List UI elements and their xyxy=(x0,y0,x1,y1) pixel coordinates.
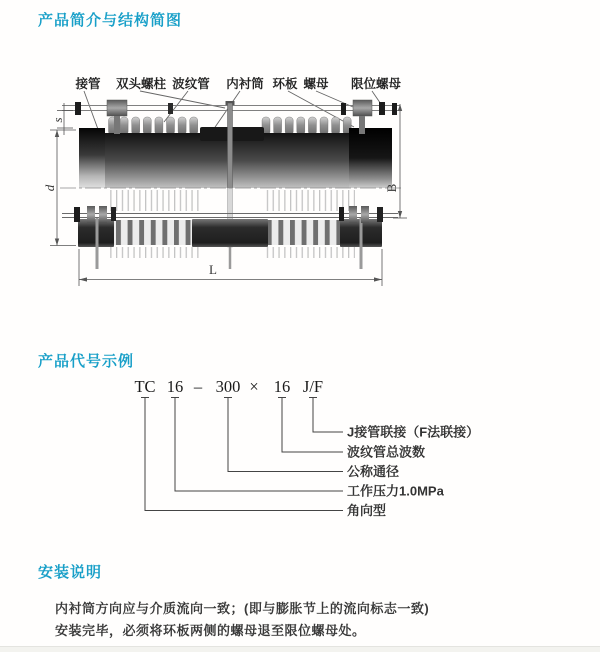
part-label-neichentong: 内衬筒 xyxy=(226,77,264,91)
part-label-huanban: 环板 xyxy=(272,77,298,91)
section-title-intro: 产品简介与结构简图 xyxy=(38,12,183,29)
code-seg-waves: 16 xyxy=(273,377,291,396)
section-title-code: 产品代号示例 xyxy=(38,353,135,370)
arrow-d-top xyxy=(55,130,59,137)
arrow-L-right xyxy=(374,277,382,281)
product-code-diagram xyxy=(0,372,600,522)
part-label-xianweiluomu: 限位螺母 xyxy=(350,77,402,91)
code-ticks xyxy=(141,398,317,405)
upper-body xyxy=(79,127,392,188)
code-annotation-pressure: 工作压力1.0MPa xyxy=(347,483,444,499)
dimension-B xyxy=(393,104,407,218)
part-labels xyxy=(74,76,401,91)
install-line-1: 内衬筒方向应与介质流向一致；(即与膨胀节上的流向标志一致) xyxy=(55,601,430,616)
code-seg-connection: J/F xyxy=(302,377,324,396)
part-label-bowenguan: 波纹管 xyxy=(172,77,210,91)
arrow-L-left xyxy=(79,277,87,281)
code-annotations xyxy=(347,425,479,519)
arrow-d-bottom xyxy=(55,239,59,246)
dim-label-L: L xyxy=(209,262,217,277)
code-annotation-waves: 波纹管总波数 xyxy=(347,444,426,460)
code-annotation-connection: J接管联接（F法联接） xyxy=(347,424,480,440)
part-label-luomu: 螺母 xyxy=(303,77,329,91)
code-seg-pressure: 16 xyxy=(166,377,184,396)
page-bottom-edge xyxy=(0,646,600,652)
part-label-shuangtouluozhu: 双头螺柱 xyxy=(115,77,167,91)
dim-label-s: s xyxy=(50,117,65,123)
code-connectors xyxy=(145,404,343,511)
section-title-install: 安装说明 xyxy=(38,564,103,581)
code-annotation-type: 角向型 xyxy=(347,503,387,518)
code-seg-times: × xyxy=(249,377,259,396)
dim-label-B: B xyxy=(384,183,399,193)
part-label-jieguan: 接管 xyxy=(75,77,101,91)
code-seg-diameter: 300 xyxy=(215,377,241,396)
code-seg-dash: – xyxy=(193,377,203,396)
install-line-2: 安装完毕，必须将环板两侧的螺母退至限位螺母处。 xyxy=(55,623,366,638)
install-instructions xyxy=(55,598,429,642)
code-segments xyxy=(134,377,323,396)
code-annotation-diameter: 公称通径 xyxy=(347,464,400,479)
structure-diagram xyxy=(0,60,600,292)
dim-label-d: d xyxy=(42,184,57,192)
arrow-B-bottom xyxy=(398,211,402,218)
code-seg-type: TC xyxy=(134,377,156,396)
